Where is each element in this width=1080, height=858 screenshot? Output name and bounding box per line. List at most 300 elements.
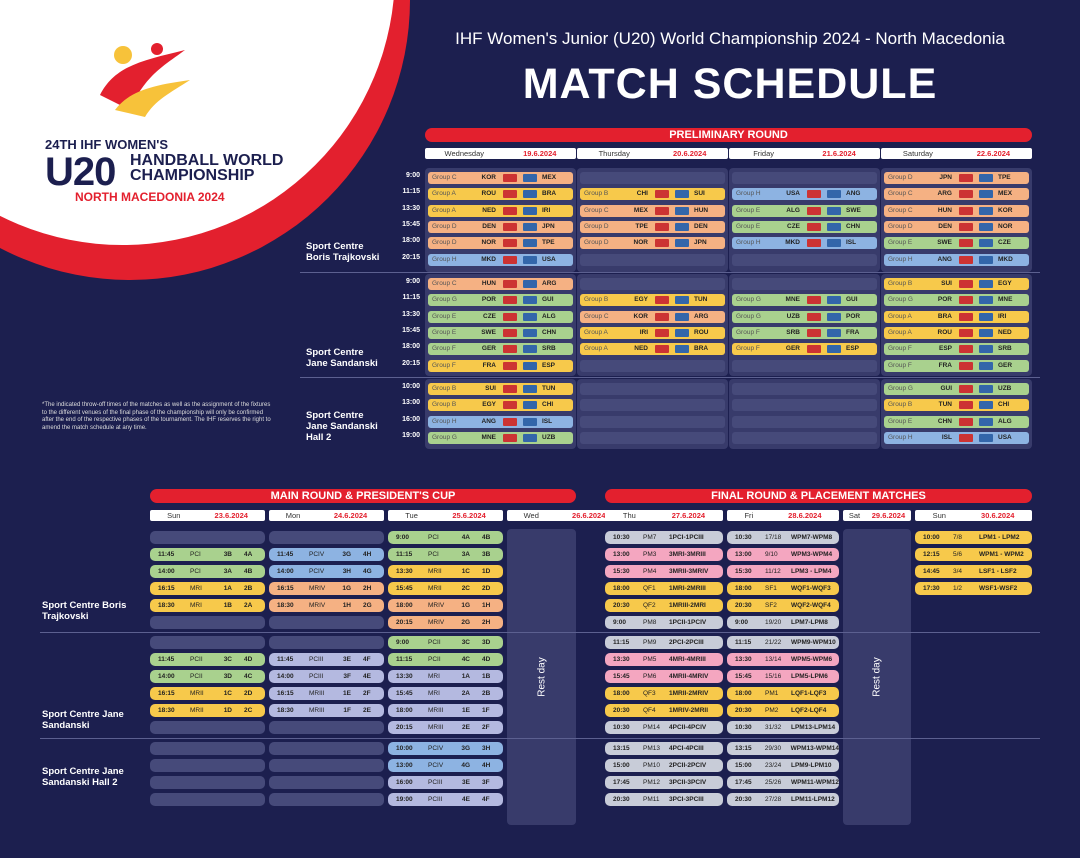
match-time: 10:30 (735, 724, 752, 731)
day-date: 30.6.2024 (981, 511, 1015, 520)
team-away: 4D (244, 656, 253, 663)
day-name: Thu (622, 511, 636, 520)
team-away: CZE (998, 239, 1011, 247)
match-pairing: 1MRIV-2MRII (669, 707, 709, 714)
team-away: DEN (694, 222, 708, 230)
match-code: MRII (428, 585, 442, 592)
group-label: Group H (736, 239, 761, 247)
team-home: MKD (785, 239, 800, 247)
match-cell (605, 582, 723, 595)
empty-slot (580, 416, 725, 428)
team-home: MEX (633, 206, 648, 214)
day-date: 21.6.2024 (822, 149, 856, 158)
match-cell (727, 653, 839, 666)
flag-icon (523, 223, 537, 231)
flag-icon (675, 296, 689, 304)
match-time: 11:15 (396, 551, 413, 558)
match-cell (150, 582, 265, 595)
match-code: PCII (428, 639, 441, 646)
match-pairing: LPM9-LPM10 (791, 762, 832, 769)
team-home: 2G (461, 619, 470, 626)
match-cell (727, 670, 839, 683)
match-code: SF1 (765, 585, 777, 592)
team-home: IRI (639, 328, 648, 336)
prelim-match (428, 360, 573, 372)
empty-slot (269, 721, 384, 734)
flag-icon (503, 296, 517, 304)
match-cell (388, 548, 503, 561)
empty-slot (269, 531, 384, 544)
prelim-time: 11:15 (402, 188, 420, 196)
team-away: 1F (482, 707, 490, 714)
team-home: 1A (461, 673, 470, 680)
empty-slot (150, 531, 265, 544)
match-time: 13:15 (613, 745, 630, 752)
main-day-2 (388, 510, 503, 521)
match-time: 11:45 (277, 656, 294, 663)
team-home: 1C (223, 690, 232, 697)
day-date: 26.6.2024 (572, 511, 606, 520)
empty-slot (732, 432, 877, 444)
team-home: CHI (636, 190, 648, 198)
flag-icon (979, 223, 993, 231)
match-code: PM3 (643, 551, 657, 558)
prelim-match (884, 416, 1029, 428)
flag-icon (979, 207, 993, 215)
team-home: TPE (635, 222, 648, 230)
match-time: 15:00 (613, 762, 630, 769)
prelim-match (580, 188, 725, 200)
team-home: NED (634, 345, 648, 353)
prelim-time: 18:00 (402, 237, 420, 245)
flag-icon (979, 296, 993, 304)
prelim-time: 13:30 (402, 204, 420, 212)
group-label: Group F (736, 328, 760, 336)
team-away: TPE (542, 239, 555, 247)
match-time: 14:00 (277, 673, 294, 680)
team-home: MNE (481, 433, 496, 441)
match-cell (388, 687, 503, 700)
team-away: 2F (482, 724, 490, 731)
match-code: PM8 (643, 619, 657, 626)
day-name: Thursday (598, 149, 630, 158)
match-code: PCI (428, 534, 439, 541)
header-subtitle: IHF Women's Junior (U20) World Championship 2024 - North Macedonia (455, 29, 1005, 48)
flag-icon (979, 190, 993, 198)
team-away: 4H (482, 762, 491, 769)
match-code: PCIII (428, 779, 443, 786)
match-cell (727, 721, 839, 734)
team-home: 3F (343, 673, 351, 680)
team-away: UZB (542, 433, 556, 441)
flag-icon (503, 345, 517, 353)
prelim-match (884, 221, 1029, 233)
group-label: Group H (736, 190, 761, 198)
flag-icon (979, 239, 993, 247)
match-code: PCI (428, 551, 439, 558)
empty-slot (732, 254, 877, 266)
team-away: SUI (694, 190, 705, 198)
group-label: Group G (432, 296, 457, 304)
team-away: 2D (244, 690, 253, 697)
match-time: 18:30 (158, 602, 175, 609)
match-cell (388, 636, 503, 649)
group-label: Group C (432, 174, 457, 181)
team-home: 3A (461, 551, 470, 558)
match-time: 18:00 (396, 602, 413, 609)
team-away: ISL (846, 239, 857, 247)
day-0 (425, 148, 576, 159)
team-home: 1C (461, 568, 470, 575)
rest-day-label: Rest day (536, 657, 547, 697)
logo-u20: U20 (45, 150, 116, 194)
prelim-match (884, 383, 1029, 395)
prelim-match (884, 172, 1029, 184)
team-away: JPN (542, 222, 555, 230)
match-code: PM10 (643, 762, 660, 769)
prelim-time: 15:45 (402, 220, 420, 228)
prelim-match (428, 327, 573, 339)
team-home: CZE (483, 312, 496, 320)
team-away: 4F (482, 796, 490, 803)
match-code: SF2 (765, 602, 777, 609)
group-label: Group B (584, 296, 609, 304)
match-cell (605, 742, 723, 755)
match-time: 18:00 (613, 585, 630, 592)
prelim-match (580, 294, 725, 306)
team-away: 1D (482, 568, 491, 575)
match-pairing: LPM3 - LPM4 (791, 568, 832, 575)
match-pairing: WQF2-WQF4 (791, 602, 831, 609)
match-code: PCIV (428, 762, 444, 769)
flag-icon (503, 256, 517, 264)
prelim-time: 11:15 (402, 294, 420, 302)
flag-icon (675, 190, 689, 198)
match-time: 18:00 (613, 690, 630, 697)
flag-icon (655, 296, 669, 304)
day-date: 23.6.2024 (214, 511, 248, 520)
team-away: 2H (363, 585, 372, 592)
team-home: UZB (786, 312, 800, 320)
day-date: 22.6.2024 (976, 149, 1011, 158)
prelim-match (884, 294, 1029, 306)
day-date: 24.6.2024 (333, 511, 368, 520)
footnote: *The indicated throw-off times of the matches as well as the assignment of the fixtures to the different venues of the final phase of the championship will only be confirmed after the end of the respective phases of the tournament. The IHF reserves the right to amend the match schedule at any time. (42, 402, 271, 431)
team-home: 3E (462, 779, 470, 786)
match-time: 18:30 (277, 707, 294, 714)
group-label: Group C (584, 206, 609, 214)
match-cell (388, 759, 503, 772)
match-code: MRII (428, 568, 442, 575)
flag-icon (959, 190, 973, 198)
prelim-match (428, 343, 573, 355)
match-pairing: WQF1-WQF3 (791, 585, 831, 592)
team-home: POR (937, 296, 952, 304)
team-away: 2B (482, 690, 491, 697)
team-home: GUI (940, 385, 952, 392)
match-time: 15:45 (396, 690, 413, 697)
group-label: Group H (888, 433, 913, 441)
team-away: USA (998, 433, 1012, 441)
group-label: Group H (432, 255, 457, 263)
match-time: 15:45 (396, 585, 413, 592)
prelim-match (884, 237, 1029, 249)
match-pairing: WPM13-WPM14 (790, 745, 839, 752)
flag-icon (827, 190, 841, 198)
match-cell (388, 721, 503, 734)
final-day-2 (843, 510, 911, 521)
empty-slot (150, 636, 265, 649)
team-away: 1B (482, 673, 491, 680)
match-code: PM6 (643, 673, 657, 680)
rest-day-column (507, 529, 576, 825)
prelim-match (884, 432, 1029, 444)
match-time: 15:45 (613, 673, 630, 680)
match-cell (915, 582, 1032, 595)
match-code: 11/12 (765, 568, 781, 575)
flag-icon (827, 207, 841, 215)
match-pairing: 1MRIII-2MRI (669, 602, 706, 609)
match-time: 11:45 (158, 656, 175, 663)
team-home: 3G (342, 551, 351, 558)
flag-icon (807, 207, 821, 215)
team-home: NOR (481, 239, 496, 247)
team-home: 1H (342, 602, 351, 609)
match-code: QF3 (643, 690, 656, 697)
match-cell (605, 704, 723, 717)
prelim-time: 16:00 (402, 415, 420, 423)
match-cell (150, 704, 265, 717)
match-cell (605, 636, 723, 649)
match-cell (727, 704, 839, 717)
match-cell (605, 531, 723, 544)
team-away: 4A (244, 551, 253, 558)
match-code: PM5 (643, 656, 657, 663)
group-label: Group E (888, 417, 913, 425)
group-label: Group G (888, 385, 913, 392)
match-pairing: WPM9-WPM10 (791, 639, 836, 646)
match-cell (388, 793, 503, 806)
group-label: Group A (432, 190, 456, 198)
team-home: SUI (941, 280, 952, 287)
flag-icon (979, 434, 993, 442)
empty-slot (269, 776, 384, 789)
team-away: CHN (846, 222, 861, 230)
match-time: 14:00 (158, 568, 175, 575)
group-label: Group F (432, 361, 456, 369)
match-cell (388, 704, 503, 717)
match-cell (727, 776, 839, 789)
match-cell (388, 670, 503, 683)
group-label: Group C (888, 190, 913, 198)
team-home: 1F (343, 707, 351, 714)
team-away: NED (998, 328, 1012, 336)
team-away: 3F (482, 779, 490, 786)
match-cell (150, 670, 265, 683)
flag-icon (503, 313, 517, 321)
team-home: JPN (939, 174, 952, 181)
team-away: 4D (482, 656, 491, 663)
match-cell (605, 687, 723, 700)
team-away: ALG (998, 417, 1012, 425)
team-home: DEN (482, 222, 496, 230)
match-time: 18:30 (277, 602, 294, 609)
match-code: PCII (190, 656, 203, 663)
team-home: EGY (634, 296, 648, 304)
match-time: 16:15 (158, 690, 175, 697)
separator (40, 632, 1040, 633)
match-cell (269, 687, 384, 700)
flag-icon (523, 345, 537, 353)
match-time: 10:30 (613, 534, 630, 541)
match-pairing: WPM3-WPM4 (791, 551, 833, 558)
match-code: MRIII (428, 707, 444, 714)
prelim-time: 9:00 (405, 172, 420, 179)
flag-icon (523, 296, 537, 304)
team-home: ESP (938, 345, 952, 353)
team-home: 3E (343, 656, 351, 663)
prelim-match (580, 343, 725, 355)
match-code: QF4 (643, 707, 656, 714)
team-away: 2C (244, 707, 253, 714)
match-code: QF1 (643, 585, 656, 592)
flag-icon (523, 207, 537, 215)
prelim-match (428, 399, 573, 411)
flag-icon (959, 256, 973, 264)
match-time: 12:15 (923, 551, 940, 558)
prelim-match (428, 383, 573, 395)
final-day-0 (605, 510, 723, 521)
prelim-match (732, 237, 877, 249)
match-pairing: WPM7-WPM8 (791, 534, 833, 541)
team-home: 1D (223, 707, 232, 714)
flag-icon (503, 329, 517, 337)
match-code: PCIII (309, 656, 324, 663)
prelim-time: 19:00 (402, 431, 420, 439)
empty-slot (732, 383, 877, 395)
handball-player-logo-icon (85, 35, 195, 120)
match-cell (605, 565, 723, 578)
team-home: ROU (937, 328, 952, 336)
group-label: Group E (736, 222, 761, 230)
day-name: Sun (932, 511, 946, 520)
flag-icon (523, 418, 537, 426)
venue-label: Sport Centre Jane Sandanski Hall 2 (306, 410, 378, 443)
flag-icon (655, 190, 669, 198)
flag-icon (503, 280, 517, 288)
group-label: Group B (432, 401, 457, 409)
match-pairing: 1MRII-2MRIV (669, 690, 709, 697)
flag-icon (523, 434, 537, 442)
prelim-match (884, 254, 1029, 266)
group-label: Group H (432, 417, 457, 425)
day-1 (577, 148, 728, 159)
logo-line2: CHAMPIONSHIP (130, 167, 255, 184)
flag-icon (503, 223, 517, 231)
match-code: 9/10 (765, 551, 778, 558)
logo-white-arc (0, 0, 395, 245)
match-cell (150, 599, 265, 612)
match-pairing: 1MRI-2MRIII (669, 585, 706, 592)
team-away: ESP (542, 361, 556, 369)
empty-slot (580, 399, 725, 411)
match-time: 18:00 (735, 585, 752, 592)
team-home: EGY (482, 401, 496, 409)
match-code: PM14 (643, 724, 660, 731)
flag-icon (675, 239, 689, 247)
match-time: 15:00 (735, 762, 752, 769)
venue-label: Sport Centre Boris Trajkovski (42, 600, 127, 622)
logo-place: NORTH MACEDONIA 2024 (75, 190, 225, 204)
flag-icon (979, 401, 993, 409)
match-time: 15:30 (613, 568, 630, 575)
prelim-match (884, 311, 1029, 323)
match-pairing: 2PCI-2PCIII (669, 639, 704, 646)
match-time: 18:00 (735, 690, 752, 697)
match-pairing: 4PCII-4PCIV (669, 724, 707, 731)
day-2 (729, 148, 880, 159)
match-code: PM2 (765, 707, 779, 714)
match-code: MRI (190, 602, 202, 609)
match-time: 18:30 (158, 707, 175, 714)
prelim-match (428, 205, 573, 217)
flag-icon (959, 401, 973, 409)
team-away: 4B (244, 568, 253, 575)
day-name: Sat (848, 511, 861, 520)
flag-icon (655, 313, 669, 321)
match-code: 23/24 (765, 762, 782, 769)
venue-label: Sport Centre Jane Sandanski (42, 709, 124, 731)
match-cell (605, 599, 723, 612)
prelim-match (884, 360, 1029, 372)
match-time: 13:30 (613, 656, 630, 663)
group-label: Group G (432, 433, 457, 441)
prelim-match (428, 278, 573, 290)
team-home: MNE (785, 296, 800, 304)
empty-slot (580, 360, 725, 372)
flag-icon (523, 329, 537, 337)
empty-slot (269, 759, 384, 772)
match-time: 18:00 (396, 707, 413, 714)
match-cell (150, 565, 265, 578)
day-name: Fri (744, 511, 754, 520)
team-home: 4G (461, 762, 470, 769)
match-cell (727, 599, 839, 612)
team-home: POR (481, 296, 496, 304)
team-home: 3H (342, 568, 351, 575)
team-home: 1E (462, 707, 470, 714)
flag-icon (655, 223, 669, 231)
empty-slot (150, 742, 265, 755)
match-time: 13:30 (396, 568, 413, 575)
day-date: 20.6.2024 (673, 149, 707, 158)
team-home: 3G (461, 745, 470, 752)
prelim-match (732, 343, 877, 355)
match-cell (915, 531, 1032, 544)
prelim-time: 13:30 (402, 310, 420, 318)
day-date: 29.6.2024 (871, 511, 906, 520)
team-home: ROU (481, 190, 496, 198)
team-away: 2F (363, 690, 371, 697)
match-time: 11:15 (735, 639, 752, 646)
flag-icon (979, 313, 993, 321)
team-away: SWE (846, 206, 861, 214)
team-away: TPE (998, 174, 1011, 181)
flag-icon (807, 296, 821, 304)
flag-icon (523, 239, 537, 247)
team-away: CHI (542, 401, 554, 409)
match-cell (605, 759, 723, 772)
